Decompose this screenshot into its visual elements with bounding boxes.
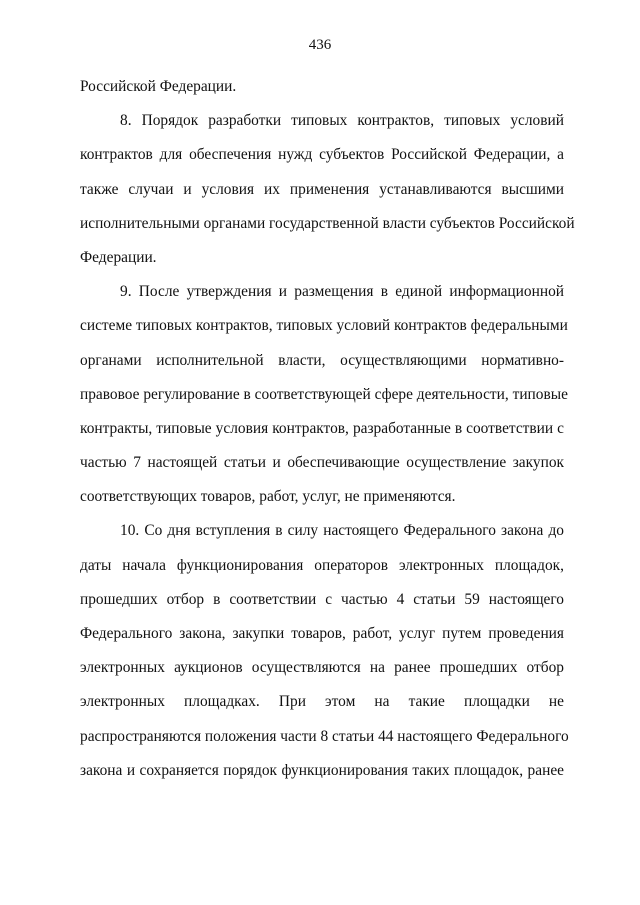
text-line: электронных аукционов осуществляются на ранее прошедших отбор bbox=[80, 659, 564, 677]
paragraph-item-10 bbox=[80, 514, 569, 788]
paragraph-item-8 bbox=[80, 104, 575, 275]
text-line: Федерации. bbox=[80, 248, 157, 266]
text-line: контрактов для обеспечения нужд субъектов Российской Федерации, а bbox=[80, 146, 564, 164]
text-line: 10. Со дня вступления в силу настоящего Федерального закона до bbox=[120, 522, 564, 540]
text-line: 9. После утверждения и размещения в единой информационной bbox=[120, 283, 564, 301]
text-line: контракты, типовые условия контрактов, разработанные в соответствии с bbox=[80, 419, 564, 437]
paragraph-item-9 bbox=[80, 275, 568, 514]
text-line: также случаи и условия их применения устанавливаются высшими bbox=[80, 180, 564, 198]
paragraph-continuation bbox=[80, 70, 564, 104]
text-line: правовое регулирование в соответствующей сфере деятельности, типовые bbox=[80, 385, 568, 403]
document-body bbox=[80, 70, 575, 788]
text-line: электронных площадках. При этом на такие площадки не bbox=[80, 693, 564, 711]
text-line: соответствующих товаров, работ, услуг, не применяются. bbox=[80, 488, 456, 506]
text-line: Российской Федерации. bbox=[80, 78, 237, 95]
text-line: системе типовых контрактов, типовых условий контрактов федеральными bbox=[80, 317, 568, 335]
page-number: 436 bbox=[308, 37, 332, 53]
text-line: Федерального закона, закупки товаров, работ, услуг путем проведения bbox=[80, 625, 564, 642]
text-line: закона и сохраняется порядок функционирования таких площадок, ранее bbox=[80, 761, 564, 779]
text-line: 8. Порядок разработки типовых контрактов, типовых условий bbox=[120, 112, 564, 130]
text-line: прошедших отбор в соответствии с частью 4 статьи 59 настоящего bbox=[80, 590, 564, 608]
text-line: исполнительными органами государственной власти субъектов Российской bbox=[80, 214, 575, 232]
text-line: органами исполнительной власти, осуществляющими нормативно- bbox=[80, 351, 564, 369]
text-line: даты начала функционирования операторов электронных площадок, bbox=[80, 556, 564, 574]
text-line: частью 7 настоящей статьи и обеспечивающие осуществление закупок bbox=[80, 454, 564, 472]
text-line: распространяются положения части 8 статьи 44 настоящего Федерального bbox=[80, 727, 569, 745]
